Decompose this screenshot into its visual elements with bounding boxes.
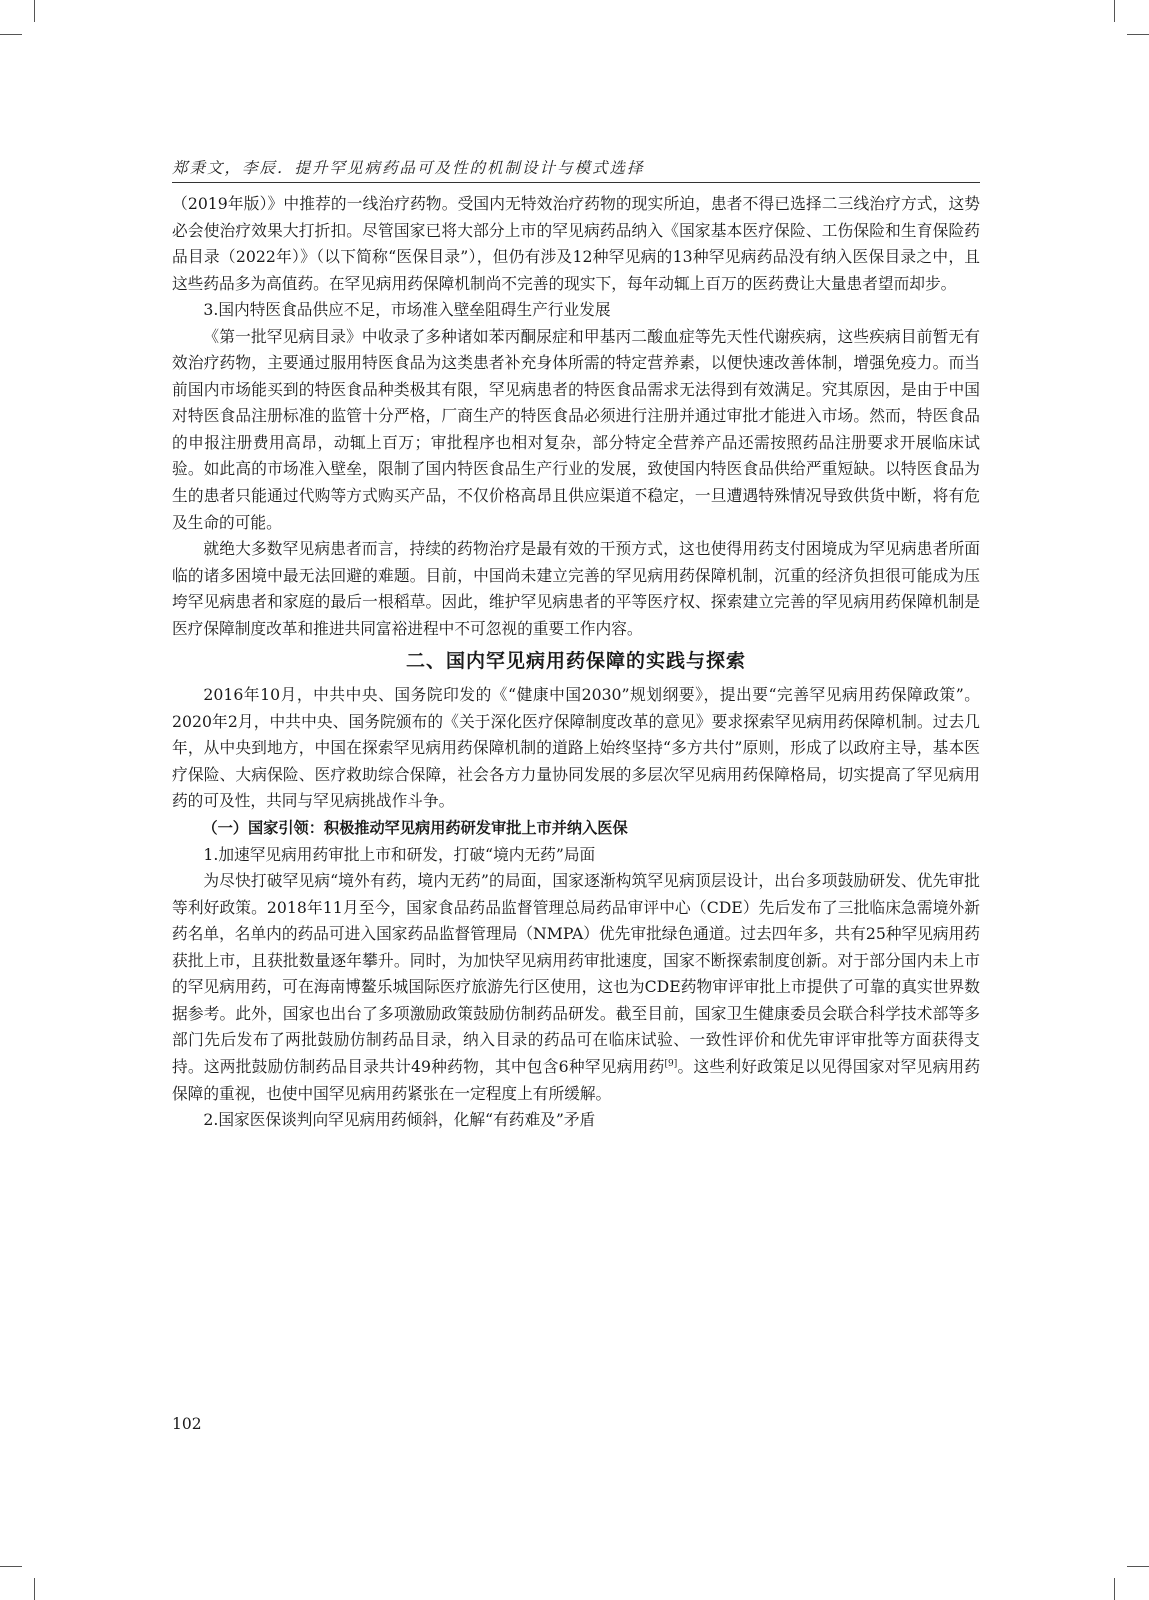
paragraph-1: （2019年版）》中推荐的一线治疗药物。受国内无特效治疗药物的现实所迫，患者不得已选择二三线治疗方式，这势必会使治疗效果大打折扣。尽管国家已将大部分上市的罕见病药品纳入《国家基本医疗保险、工伤保险和生育保险药品目录（2022年）》（以下简称“医保目录”），但仍有涉及12种罕见病的13种罕见病药品没有纳入医保目录之中，且这些药品多为高值药。在罕见病用药保障机制尚不完善的现实下，每年动辄上百万的医药费让大量患者望而却步。 (172, 194, 980, 293)
page-body (172, 191, 980, 1134)
section-title: 二、国内罕见病用药保障的实践与探索 (405, 650, 746, 673)
paragraph-5 (172, 868, 980, 1107)
subheading-3: 3.国内特医食品供应不足，市场准入壁垒阻碍生产行业发展 (203, 300, 611, 320)
paragraph-2: 《第一批罕见病目录》中收录了多种诸如苯丙酮尿症和甲基丙二酸血症等先天性代谢疾病，这些疾病目前暂无有效治疗药物，主要通过服用特医食品为这类患者补充身体所需的特定营养素，以便快速改善体制，增强免疫力。而当前国内市场能买到的特医食品种类极其有限，罕见病患者的特医食品需求无法得到有效满足。究其原因，是由于中国对特医食品注册标准的监管十分严格，厂商生产的特医食品必须进行注册并通过审批才能进入市场。然而，特医食品的申报注册费用高昂，动辄上百万；审批程序也相对复杂，部分特定全营养产品还需按照药品注册要求开展临床试验。如此高的市场准入壁垒，限制了国内特医食品生产行业的发展，致使国内特医食品供给严重短缺。以特医食品为生的患者只能通过代购等方式购买产品，不仅价格高昂且供应渠道不稳定，一旦遭遇特殊情况导致供货中断，将有危及生命的可能。 (172, 326, 980, 532)
paragraph-5-text: 为尽快打破罕见病“境外有药，境内无药”的局面，国家逐渐构筑罕见病顶层设计，出台多项鼓励研发、优先审批等利好政策。2018年11月至今，国家食品药品监督管理总局药品审评中心（CDE）先后发布了三批临床急需境外新药名单，名单内的药品可进入国家药品监督管理局（NMPA）优先审批绿色通道。过去四年多，共有25种罕见病用药获批上市，且获批数量逐年攀升。同时，为加快罕见病用药审批速度，国家不断探索制度创新。对于部分国内未上市的罕见病用药，可在海南博鳌乐城国际医疗旅游先行区使用，这也为CDE药物审评审批上市提供了可靠的真实世界数据参考。此外，国家也出台了多项激励政策鼓励仿制药品研发。截至目前，国家卫生健康委员会联合科学技术部等多部门先后发布了两批鼓励仿制药品目录，纳入目录的药品可在临床试验、一致性评价和优先审评审批等方面获得支持。这两批鼓励仿制药品目录共计49种药物，其中包含6种罕见病用药 (172, 871, 980, 1076)
paragraph-3: 就绝大多数罕见病患者而言，持续的药物治疗是最有效的干预方式，这也使得用药支付困境成为罕见病患者所面临的诸多困境中最无法回避的难题。目前，中国尚未建立完善的罕见病用药保障机制，沉重的经济负担很可能成为压垮罕见病患者和家庭的最后一根稻草。因此，维护罕见病患者的平等医疗权、探索建立完善的罕见病用药保障机制是医疗保障制度改革和推进共同富裕进程中不可忽视的重要工作内容。 (172, 539, 980, 638)
paragraph-4: 2016年10月，中共中央、国务院印发的《“健康中国2030”规划纲要》，提出要“完善罕见病用药保障政策”。2020年2月，中共中央、国务院颁布的《关于深化医疗保障制度改革的意见》要求探索罕见病用药保障机制。过去几年，从中央到地方，中国在探索罕见病用药保障机制的道路上始终坚持“多方共付”原则，形成了以政府主导，基本医疗保险、大病保险、医疗救助综合保障，社会各方力量协同发展的多层次罕见病用药保障格局，切实提高了罕见病用药的可及性，共同与罕见病挑战作斗争。 (172, 685, 980, 811)
crop-mark-tr-h (1127, 34, 1149, 35)
crop-mark-tl-h (0, 34, 22, 35)
header-rule (172, 182, 980, 183)
crop-mark-bl-h (0, 1566, 22, 1567)
subheading-1: 1.加速罕见病用药审批上市和研发，打破“境内无药”局面 (203, 844, 596, 864)
page-number: 102 (172, 1415, 202, 1433)
crop-mark-br-v (1114, 1578, 1115, 1600)
crop-mark-bl-v (34, 1578, 35, 1600)
running-header: 郑秉文，李辰．提升罕见病药品可及性的机制设计与模式选择 (172, 159, 645, 177)
subsection-title: （一）国家引领：积极推动罕见病用药研发审批上市并纳入医保 (202, 819, 628, 838)
crop-mark-br-h (1127, 1566, 1149, 1567)
paragraph-5-tail: 。这些利好政策足以见得国家对罕见病用药保障的重视，也使中国罕见病用药紧张在一定程度上有所缓解。 (172, 1056, 981, 1103)
citation-ref[interactable]: [9] (664, 1058, 678, 1069)
crop-mark-tl-v (34, 0, 35, 22)
subheading-2: 2.国家医保谈判向罕见病用药倾斜，化解“有药难及”矛盾 (203, 1110, 596, 1130)
crop-mark-tr-v (1114, 0, 1115, 22)
